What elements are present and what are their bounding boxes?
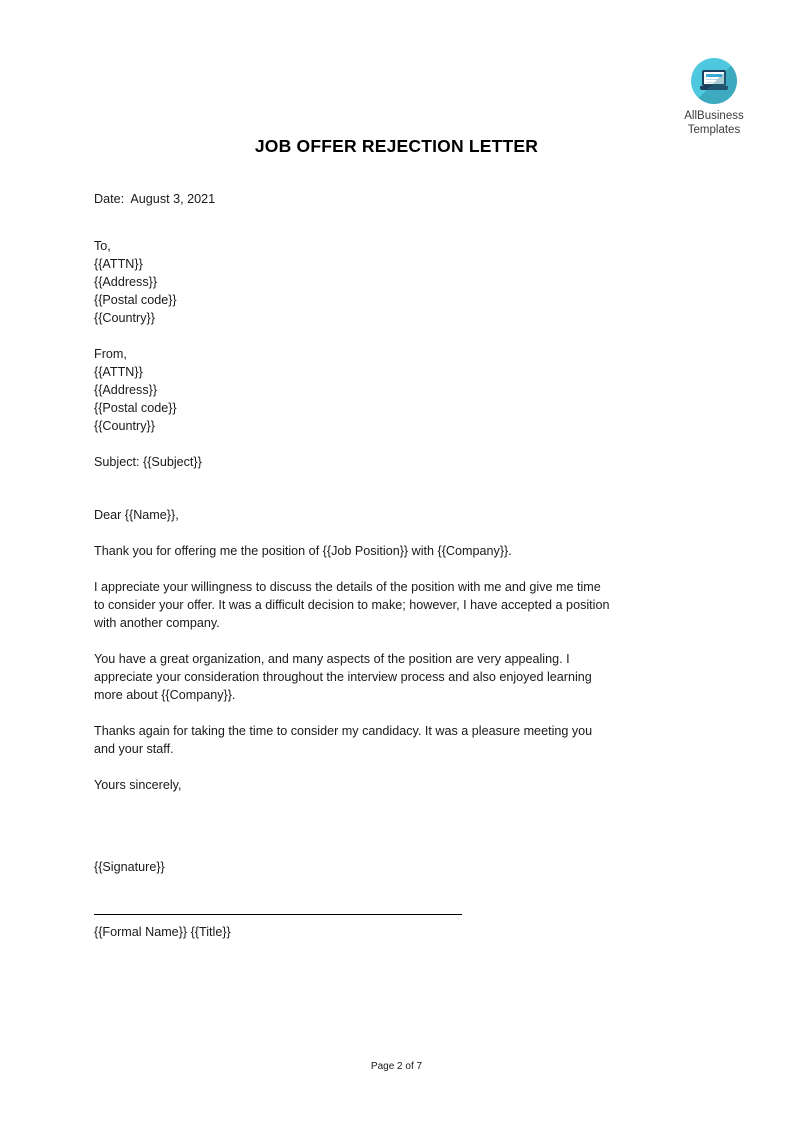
salutation: Dear {{Name}}, — [94, 508, 179, 522]
brand-name-line-2: Templates — [687, 124, 741, 136]
page-title: JOB OFFER REJECTION LETTER — [254, 136, 539, 156]
signer-name-and-title: {{Formal Name}} {{Title}} — [94, 925, 231, 939]
to-heading: To, — [94, 239, 111, 253]
to-address: {{Address}} — [94, 275, 158, 289]
date-row — [94, 190, 614, 208]
subject-line: Subject: {{Subject}} — [94, 455, 202, 469]
body-paragraph-1: Thank you for offering me the position of {{Job Position}} with {{Company}}. — [94, 544, 512, 558]
signature-placeholder: {{Signature}} — [94, 860, 165, 874]
closing-salutation: Yours sincerely, — [94, 778, 182, 792]
logo-circle — [691, 58, 737, 104]
body-paragraph-2: I appreciate your willingness to discuss the details of the position with me and give me time to consider your offer. It was a difficult decision to make; however, I have accepted a position with another company. — [94, 580, 610, 630]
to-postal-code: {{Postal code}} — [94, 293, 177, 307]
body-paragraph-3: You have a great organization, and many aspects of the position are very appealing. I appreciate your consideration throughout the interview process and also enjoyed learning more about {{Company}}. — [94, 652, 592, 702]
brand-logo — [668, 58, 760, 137]
logo-shadow — [691, 58, 737, 104]
brand-name-line-1: AllBusiness — [684, 110, 744, 122]
from-country: {{Country}} — [94, 419, 155, 433]
from-postal-code: {{Postal code}} — [94, 401, 177, 415]
page-footer: Page 2 of 7 — [370, 1061, 423, 1072]
letter-body — [94, 190, 614, 794]
date-line: Date: August 3, 2021 — [94, 192, 216, 206]
to-country: {{Country}} — [94, 311, 155, 325]
brand-name — [668, 109, 760, 137]
to-attn: {{ATTN}} — [94, 257, 143, 271]
recipient-address-block — [94, 237, 614, 327]
from-attn: {{ATTN}} — [94, 365, 143, 379]
signature-rule — [94, 914, 462, 915]
sender-address-block — [94, 345, 614, 435]
from-address: {{Address}} — [94, 383, 158, 397]
body-paragraph-4: Thanks again for taking the time to consider my candidacy. It was a pleasure meeting you and your staff. — [94, 724, 593, 756]
from-heading: From, — [94, 347, 127, 361]
